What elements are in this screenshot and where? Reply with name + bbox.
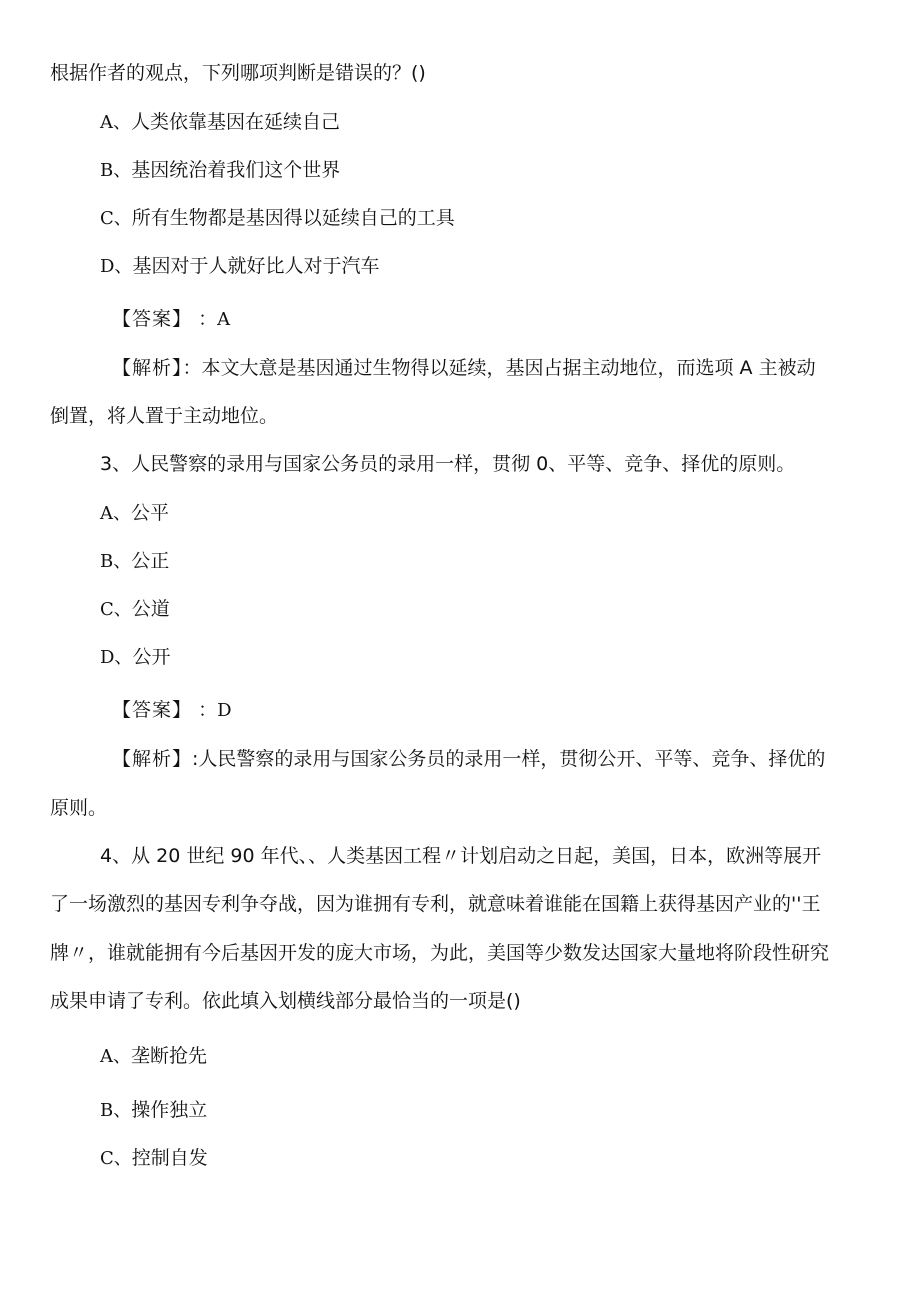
q3-option-a — [100, 500, 169, 527]
q3-explanation-line1 — [112, 746, 825, 772]
option-letter: C、 — [100, 1148, 132, 1169]
q4-stem-line1: 4、从 20 世纪 90 年代、、人类基因工程〃计划启动之日起，美国，日本，欧洲等展开 — [100, 845, 822, 867]
q4-option-a — [100, 1043, 207, 1070]
option-text: 控制自发 — [131, 1147, 208, 1169]
option-text: 公开 — [132, 646, 171, 668]
option-text: 公道 — [131, 598, 170, 620]
q2-explanation-line1 — [112, 355, 816, 381]
option-text: 公平 — [131, 502, 170, 524]
answer-separator: ： — [198, 699, 218, 721]
q2-answer — [112, 306, 230, 333]
q2-option-d — [100, 253, 379, 280]
q3-option-b — [100, 548, 169, 575]
option-letter: A、 — [100, 503, 131, 524]
q4-stem-line4: 成果申请了专利。依此填入划横线部分最恰当的一项是() — [50, 990, 521, 1012]
q2-option-b — [100, 157, 340, 184]
option-letter: B、 — [100, 551, 132, 572]
option-letter: C、 — [100, 599, 132, 620]
option-text: 操作独立 — [131, 1099, 208, 1121]
option-letter: A、 — [100, 1046, 131, 1067]
answer-value: D — [217, 700, 232, 721]
q3-option-d — [100, 644, 170, 671]
option-text: 所有生物都是基因得以延续自己的工具 — [131, 207, 455, 229]
explain-label: 【解析】 — [112, 748, 193, 770]
q4-stem-line2: 了一场激烈的基因专利争夺战，因为谁拥有专利，就意味着谁能在国籍上获得基因产业的''王 — [50, 893, 821, 915]
option-letter: A、 — [100, 112, 131, 133]
q4-option-b — [100, 1097, 207, 1124]
answer-label: 【答案】 — [112, 308, 193, 330]
q3-explanation-line2: 原则。 — [50, 797, 108, 819]
option-text: 垄断抢先 — [131, 1045, 208, 1067]
q3-option-c — [100, 596, 170, 623]
option-letter: B、 — [100, 1100, 132, 1121]
q4-option-c — [100, 1145, 208, 1172]
q2-option-a — [100, 109, 340, 136]
q2-stem: 根据作者的观点，下列哪项判断是错误的？() — [50, 62, 426, 84]
option-text: 公正 — [131, 550, 170, 572]
q2-option-c — [100, 205, 455, 232]
answer-separator: ： — [198, 308, 218, 330]
explain-label: 【解析】 — [112, 357, 183, 379]
option-letter: B、 — [100, 160, 132, 181]
option-letter: C、 — [100, 208, 132, 229]
option-letter: D、 — [100, 256, 133, 277]
q2-explanation-line2: 倒置，将人置于主动地位。 — [50, 405, 279, 427]
option-text: 基因对于人就好比人对于汽车 — [132, 255, 380, 277]
q3-stem: 3、人民警察的录用与国家公务员的录用一样，贯彻 0、平等、竞争、择优的原则。 — [100, 453, 796, 475]
option-letter: D、 — [100, 647, 133, 668]
explain-text: ：本文大意是基因通过生物得以延续，基因占据主动地位，而选项 A 主被动 — [182, 357, 816, 379]
answer-value: A — [217, 309, 231, 330]
option-text: 基因统治着我们这个世界 — [131, 159, 341, 181]
option-text: 人类依靠基因在延续自己 — [131, 111, 341, 133]
q4-stem-line3: 牌〃，谁就能拥有今后基因开发的庞大市场，为此，美国等少数发达国家大量地将阶段性研究 — [50, 942, 830, 964]
answer-label: 【答案】 — [112, 699, 193, 721]
explain-text: :人民警察的录用与国家公务员的录用一样，贯彻公开、平等、竞争、择优的 — [192, 748, 826, 770]
q3-answer — [112, 697, 232, 724]
